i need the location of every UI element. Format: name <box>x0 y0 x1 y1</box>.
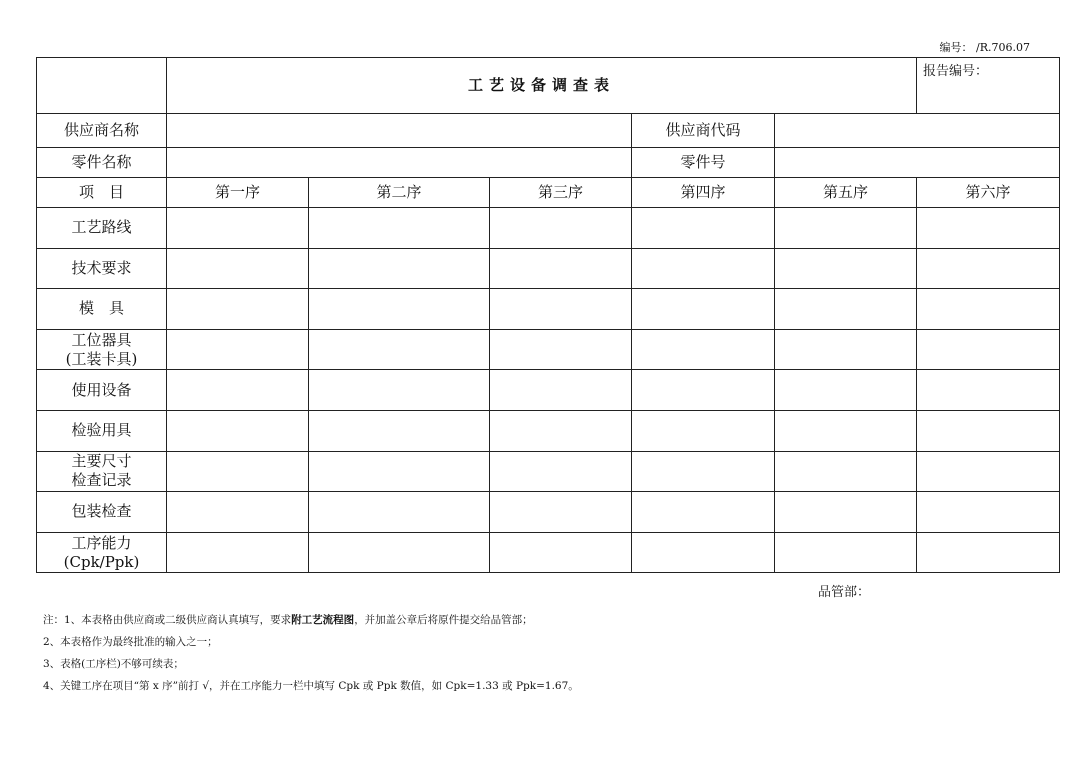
process-cell-5[interactable] <box>775 492 917 533</box>
process-cell-1[interactable] <box>167 410 309 451</box>
item-row <box>37 289 1060 330</box>
item-label: 技术要求 <box>37 248 167 289</box>
process-cell-5[interactable] <box>775 532 917 573</box>
item-label: 工艺路线 <box>37 208 167 249</box>
item-row <box>37 410 1060 451</box>
process-cell-1[interactable] <box>167 329 309 370</box>
process-cell-4[interactable] <box>632 410 775 451</box>
process-cell-6[interactable] <box>917 329 1060 370</box>
supplier-name-field[interactable] <box>167 114 632 148</box>
process-cell-3[interactable] <box>490 248 632 289</box>
process-cell-1[interactable] <box>167 532 309 573</box>
item-row <box>37 492 1060 533</box>
process-cell-2[interactable] <box>309 532 490 573</box>
process-header-2: 第二序 <box>309 178 490 208</box>
item-label: 包装检查 <box>37 492 167 533</box>
process-cell-5[interactable] <box>775 410 917 451</box>
item-label: 工序能力 (Cpk/Ppk) <box>37 532 167 573</box>
item-row <box>37 329 1060 370</box>
process-header-1: 第一序 <box>167 178 309 208</box>
process-cell-1[interactable] <box>167 248 309 289</box>
supplier-code-label: 供应商代码 <box>632 114 775 148</box>
process-cell-6[interactable] <box>917 248 1060 289</box>
process-cell-6[interactable] <box>917 370 1060 411</box>
item-label: 使用设备 <box>37 370 167 411</box>
quality-dept-label: 品管部： <box>818 585 871 600</box>
process-cell-5[interactable] <box>775 370 917 411</box>
item-row <box>37 248 1060 289</box>
process-cell-3[interactable] <box>490 532 632 573</box>
item-header: 项 目 <box>37 178 167 208</box>
process-cell-2[interactable] <box>309 410 490 451</box>
item-row <box>37 370 1060 411</box>
document-number: 编号： /R.706.07 <box>939 41 1030 54</box>
process-cell-6[interactable] <box>917 289 1060 330</box>
process-cell-3[interactable] <box>490 329 632 370</box>
part-number-label: 零件号 <box>632 148 775 178</box>
note-1: 注：1、本表格由供应商或二级供应商认真填写，要求附工艺流程图，并加盖公章后将原件提交给品管部； <box>43 614 533 626</box>
process-cell-4[interactable] <box>632 370 775 411</box>
process-cell-3[interactable] <box>490 492 632 533</box>
process-cell-1[interactable] <box>167 492 309 533</box>
process-cell-4[interactable] <box>632 289 775 330</box>
process-cell-3[interactable] <box>490 451 632 492</box>
process-cell-5[interactable] <box>775 451 917 492</box>
process-cell-6[interactable] <box>917 532 1060 573</box>
process-header-4: 第四序 <box>632 178 775 208</box>
process-cell-2[interactable] <box>309 329 490 370</box>
note-4: 4、关键工序在项目“第 x 序”前打 √，并在工序能力一栏中填写 Cpk 或 Ppk 数值，如 Cpk=1.33 或 Ppk=1.67。 <box>43 680 579 692</box>
process-cell-2[interactable] <box>309 451 490 492</box>
process-cell-3[interactable] <box>490 410 632 451</box>
process-cell-4[interactable] <box>632 492 775 533</box>
process-cell-2[interactable] <box>309 208 490 249</box>
form-title: 工艺设备调查表 <box>167 58 917 114</box>
process-cell-6[interactable] <box>917 492 1060 533</box>
item-row <box>37 451 1060 492</box>
item-label: 工位器具 (工装卡具) <box>37 329 167 370</box>
process-cell-4[interactable] <box>632 329 775 370</box>
process-cell-4[interactable] <box>632 451 775 492</box>
part-number-field[interactable] <box>775 148 1060 178</box>
process-cell-6[interactable] <box>917 208 1060 249</box>
equipment-survey-form <box>36 57 1060 573</box>
notes <box>43 609 579 697</box>
item-row <box>37 208 1060 249</box>
process-cell-3[interactable] <box>490 370 632 411</box>
process-cell-1[interactable] <box>167 208 309 249</box>
item-label: 主要尺寸 检查记录 <box>37 451 167 492</box>
process-cell-4[interactable] <box>632 208 775 249</box>
process-cell-1[interactable] <box>167 289 309 330</box>
process-header-6: 第六序 <box>917 178 1060 208</box>
note-2: 2、本表格作为最终批准的输入之一； <box>43 636 218 648</box>
part-name-label: 零件名称 <box>37 148 167 178</box>
process-cell-1[interactable] <box>167 370 309 411</box>
note-3: 3、表格(工序栏)不够可续表； <box>43 658 184 670</box>
supplier-name-label: 供应商名称 <box>37 114 167 148</box>
process-header-5: 第五序 <box>775 178 917 208</box>
process-cell-5[interactable] <box>775 329 917 370</box>
logo-cell <box>37 58 167 114</box>
process-cell-6[interactable] <box>917 410 1060 451</box>
process-cell-3[interactable] <box>490 208 632 249</box>
process-cell-2[interactable] <box>309 492 490 533</box>
process-cell-5[interactable] <box>775 289 917 330</box>
process-cell-1[interactable] <box>167 451 309 492</box>
process-cell-2[interactable] <box>309 370 490 411</box>
item-row <box>37 532 1060 573</box>
process-cell-6[interactable] <box>917 451 1060 492</box>
process-cell-2[interactable] <box>309 248 490 289</box>
process-cell-4[interactable] <box>632 248 775 289</box>
process-cell-5[interactable] <box>775 248 917 289</box>
process-cell-2[interactable] <box>309 289 490 330</box>
item-label: 模 具 <box>37 289 167 330</box>
process-cell-5[interactable] <box>775 208 917 249</box>
part-name-field[interactable] <box>167 148 632 178</box>
process-cell-3[interactable] <box>490 289 632 330</box>
report-number-label: 报告编号： <box>917 58 1060 114</box>
process-cell-4[interactable] <box>632 532 775 573</box>
item-label: 检验用具 <box>37 410 167 451</box>
supplier-code-field[interactable] <box>775 114 1060 148</box>
process-header-3: 第三序 <box>490 178 632 208</box>
